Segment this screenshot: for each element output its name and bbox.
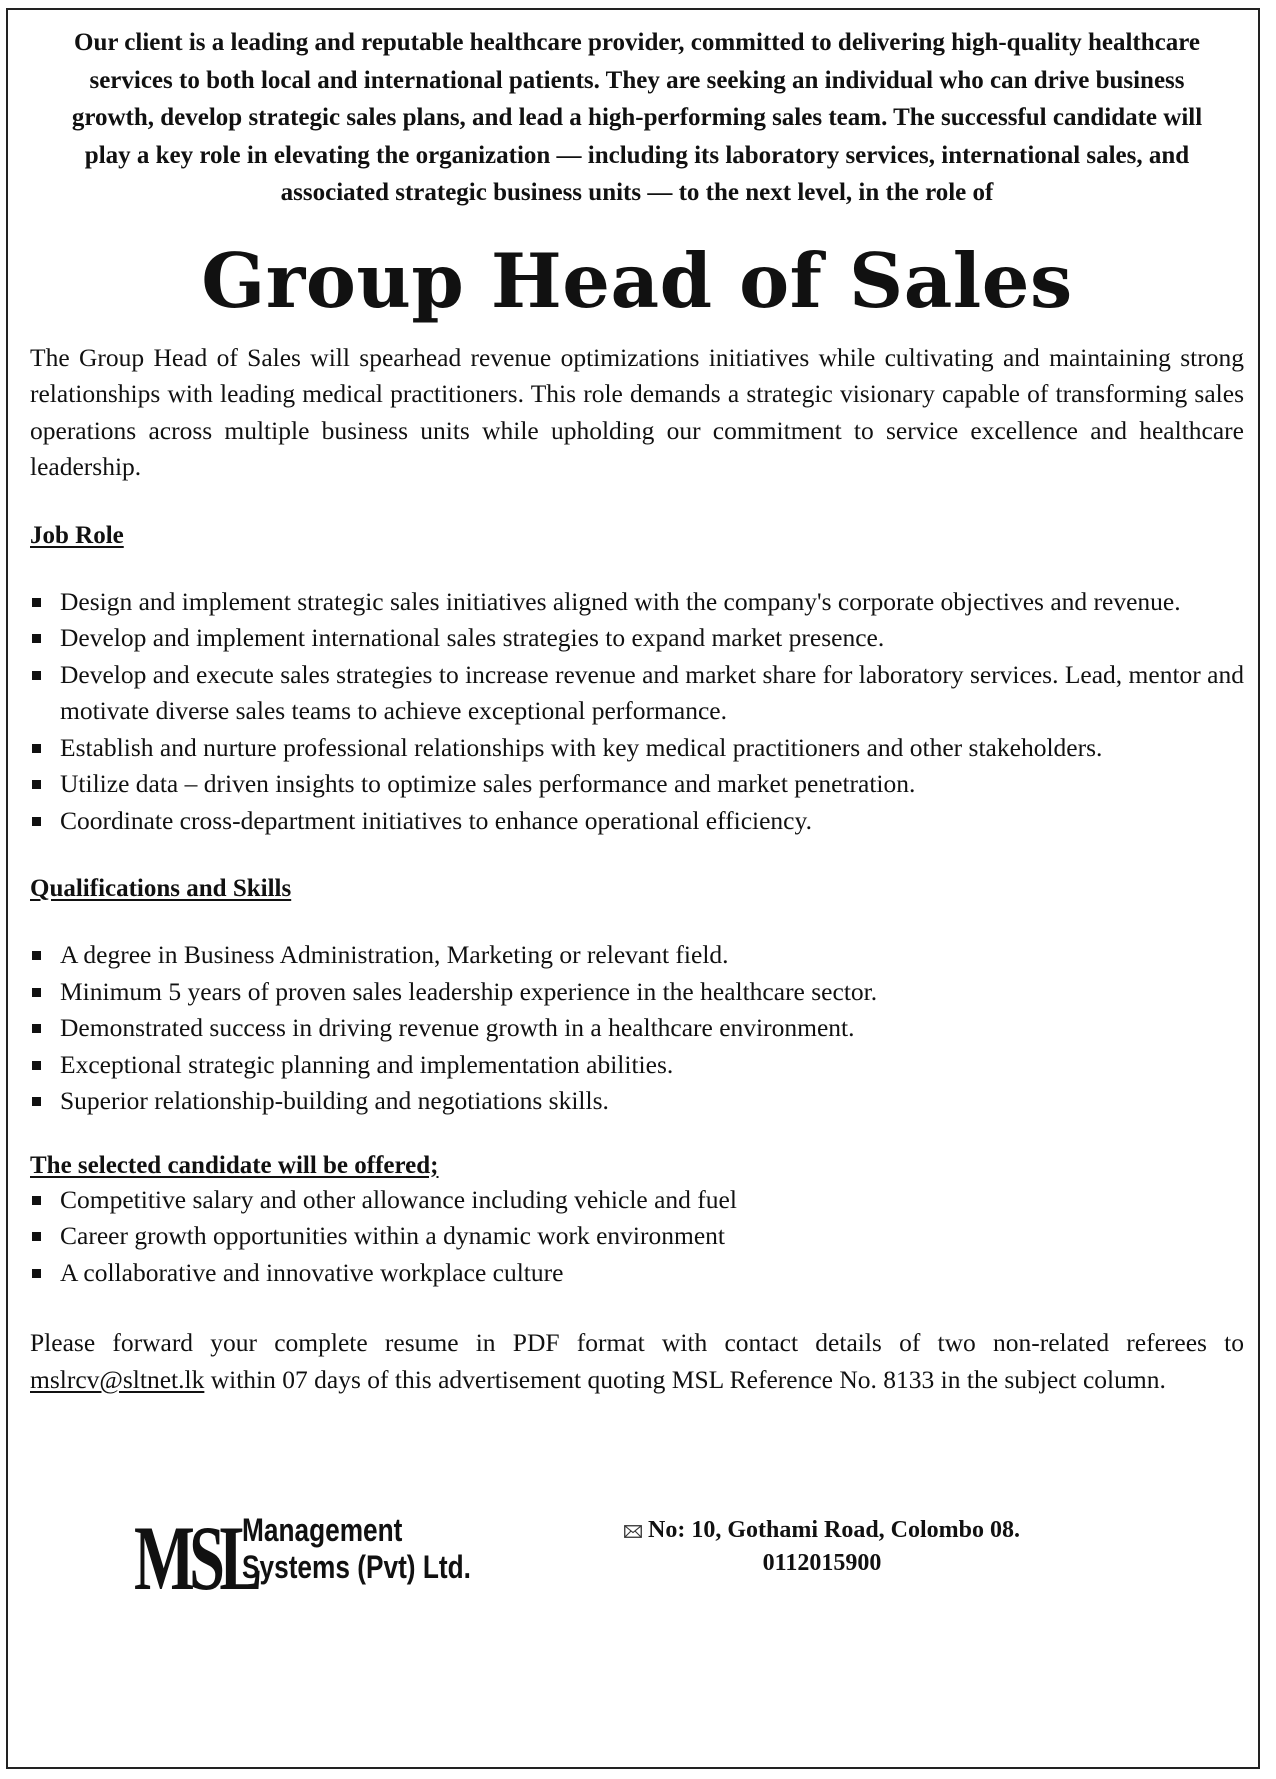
bullet-icon xyxy=(32,988,41,997)
role-summary: The Group Head of Sales will spearhead revenue optimizations initiatives while cultivating and maintaining strong relationships with leading medical practitioners. This role demands a strategic visionary capable of transforming sales operations across multiple business units while upholding our commitment to service excellence and healthcare leadership. xyxy=(30,342,1244,481)
envelope-icon xyxy=(624,1515,642,1547)
bullet-icon xyxy=(32,1196,41,1205)
list-item: Minimum 5 years of proven sales leadership experience in the healthcare sector. xyxy=(30,974,1244,1011)
phone-number: 0112015900 xyxy=(762,1550,882,1577)
list-item: Utilize data – driven insights to optimize sales performance and market penetration. xyxy=(30,766,1244,803)
bullet-icon xyxy=(32,951,41,960)
bullet-icon xyxy=(32,744,41,753)
email-link[interactable]: mslrcv@sltnet.lk xyxy=(30,1364,205,1394)
bullet-icon xyxy=(32,1061,41,1070)
bullet-icon xyxy=(32,671,41,680)
bullet-icon xyxy=(32,780,41,789)
list-item: Coordinate cross-department initiatives to enhance operational efficiency. xyxy=(30,803,1244,840)
qualifications-heading: Qualifications and Skills xyxy=(30,875,292,902)
list-item: Exceptional strategic planning and implementation abilities. xyxy=(30,1047,1244,1084)
list-item: Demonstrated success in driving revenue growth in a healthcare environment. xyxy=(30,1010,1244,1047)
bullet-icon xyxy=(32,1097,41,1106)
company-name: Management Systems (Pvt) Ltd. xyxy=(242,1512,471,1585)
advertisement-body xyxy=(30,24,1244,1398)
list-item: A degree in Business Administration, Marketing or relevant field. xyxy=(30,937,1244,974)
bullet-icon xyxy=(32,1024,41,1033)
qualifications-list xyxy=(30,937,1244,1120)
list-item: A collaborative and innovative workplace culture xyxy=(30,1255,1244,1292)
list-item: Develop and execute sales strategies to increase revenue and market share for laboratory services. Lead, mentor and motivate diverse sales teams to achieve exceptional performance. xyxy=(30,657,1244,730)
bullet-icon xyxy=(32,817,41,826)
offer-heading: The selected candidate will be offered; xyxy=(30,1151,439,1179)
list-item: Competitive salary and other allowance including vehicle and fuel xyxy=(30,1182,1244,1219)
list-item: Develop and implement international sales strategies to expand market presence. xyxy=(30,620,1244,657)
bullet-icon xyxy=(32,634,41,643)
intro-paragraph: Our client is a leading and reputable healthcare provider, committed to delivering high-quality healthcare services to both local and international patients. They are seeking an individual who can drive business growth, develop strategic sales plans, and lead a high-performing sales team. The successful candidate will play a key role in elevating the organization — including its laboratory services, international sales, and associated strategic business units — to the next level, in the role of xyxy=(71,29,1203,206)
contact-block xyxy=(624,1514,1020,1579)
job-role-list xyxy=(30,584,1244,840)
bullet-icon xyxy=(32,1269,41,1278)
footer xyxy=(30,1498,1244,1618)
logo-mark: MSL xyxy=(134,1507,257,1609)
job-title: Group Head of Sales xyxy=(201,236,1073,325)
offer-list xyxy=(30,1182,1244,1292)
list-item: Career growth opportunities within a dynamic work environment xyxy=(30,1218,1244,1255)
list-item: Design and implement strategic sales initiatives aligned with the company's corporate objectives and revenue. xyxy=(30,584,1244,621)
address-text: No: 10, Gothami Road, Colombo 08. xyxy=(648,1517,1021,1543)
bullet-icon xyxy=(32,1232,41,1241)
bullet-icon xyxy=(32,598,41,607)
list-item: Establish and nurture professional relationships with key medical practitioners and other stakeholders. xyxy=(30,730,1244,767)
job-role-heading: Job Role xyxy=(30,521,124,549)
list-item: Superior relationship-building and negotiations skills. xyxy=(30,1083,1244,1120)
application-instructions: Please forward your complete resume in PDF format with contact details of two non-related referees to mslrcv@sltnet.lk within 07 days of this advertisement quoting MSL Reference No. 8133 in the subject column. xyxy=(30,1328,1244,1394)
